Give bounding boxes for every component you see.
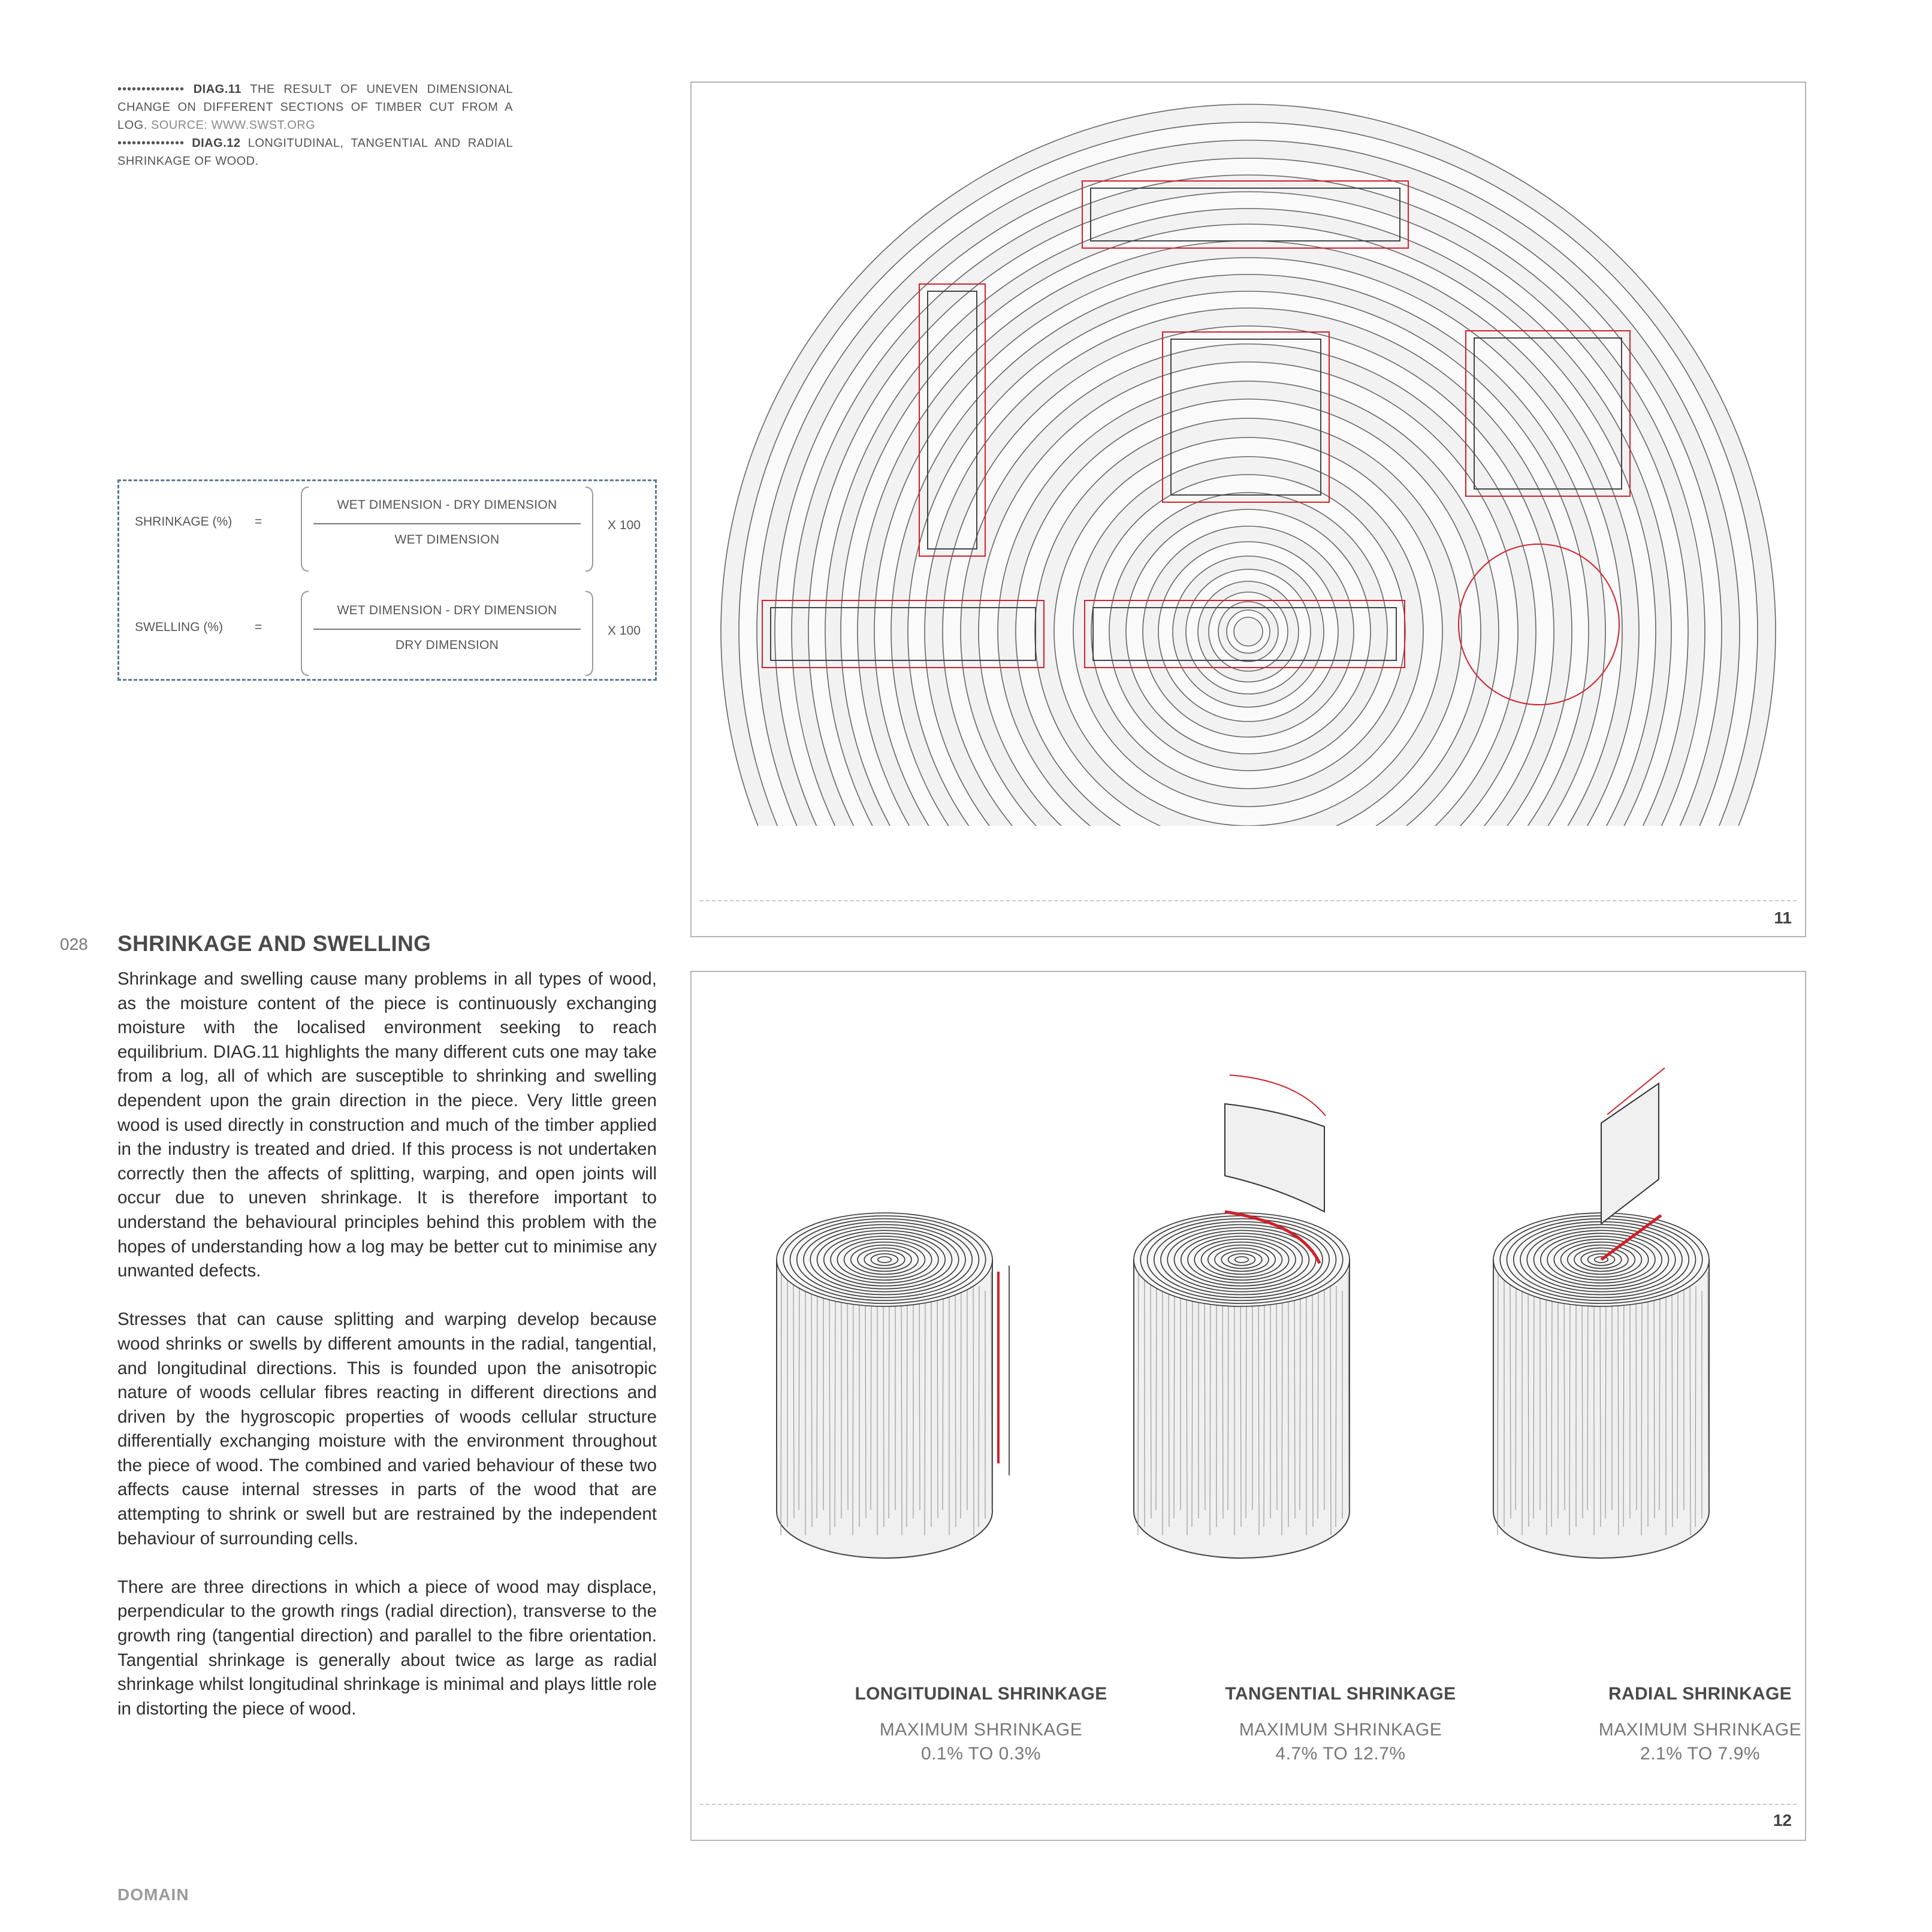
panel-divider	[700, 900, 1797, 901]
caption-source: SOURCE: WWW.SWST.ORG	[150, 119, 316, 132]
formula-shrinkage	[119, 485, 655, 575]
diagram-number: 11	[1774, 908, 1792, 927]
paragraph: Stresses that can cause splitting and warping develop because wood shrinks or swells by different amounts in the radial, tangential, and longitudinal directions. This is founded upon the anisotropic nature of woods cellular fibres reacting in different directions and driven by the hygroscopic properties of woods cellular structure differentially exchanging moisture with the environment throughout the piece of wood. The combined and varied behaviour of these two affects cause internal stresses in parts of the wood that are attempting to shrink or swell but are restrained by the independent behaviour of surrounding cells.	[117, 1309, 657, 1548]
formula-label: SHRINKAGE (%)	[135, 515, 233, 529]
formula-multiplier: X 100	[608, 518, 641, 532]
log-title: LONGITUDINAL SHRINKAGE	[855, 1684, 1107, 1704]
caption-text: THE RESULT OF UNEVEN DIMENSIONAL CHANGE ON DIFFERENT SECTIONS OF TIMBER CUT FROM A LOG.	[117, 83, 513, 132]
footer-section-label: DOMAIN	[117, 1885, 189, 1904]
bracket-icon	[299, 589, 595, 679]
caption-diag11	[117, 80, 513, 134]
formula-fraction	[299, 589, 595, 679]
fraction-line	[313, 629, 581, 630]
page-number: 028	[60, 935, 88, 953]
paragraph: There are three directions in which a piece of wood may displace, perpendicular to the growth rings (radial direction), transverse to the growth ring (tangential direction) and parallel to the fibre orientation. Tangential shrinkage is generally about twice as large as radial shrinkage whilst longitudinal shrinkage is minimal and plays little role in distorting the piece of wood.	[117, 1577, 657, 1719]
caption-diag12	[117, 134, 513, 170]
radial-sample	[1601, 1083, 1659, 1224]
body-text	[117, 967, 657, 1746]
formula-label: SWELLING (%)	[135, 620, 224, 634]
formula-equals: =	[255, 620, 262, 634]
fraction-line	[313, 523, 581, 524]
tangential-sample	[1225, 1104, 1324, 1212]
growth-ring	[1234, 617, 1263, 646]
caption-label: DIAG.11	[193, 83, 242, 96]
formula-denominator: DRY DIMENSION	[395, 638, 499, 652]
log-top-ring	[777, 1213, 992, 1306]
diagram-captions	[117, 80, 513, 170]
formula-denominator: WET DIMENSION	[394, 533, 500, 547]
log-title: TANGENTIAL SHRINKAGE	[1225, 1684, 1456, 1704]
page-title: SHRINKAGE AND SWELLING	[117, 931, 431, 956]
log-shrinkage-illustration	[692, 972, 1805, 1679]
formula-equals: =	[255, 515, 262, 529]
diagram-number: 12	[1773, 1811, 1792, 1830]
caption-label: DIAG.12	[192, 137, 241, 150]
caption-dots: ••••••••••••••	[117, 83, 185, 96]
caption-text: LONGITUDINAL, TANGENTIAL AND RADIAL SHRINKAGE OF WOOD.	[117, 137, 513, 168]
log-subtitle: MAXIMUM SHRINKAGE	[1598, 1720, 1802, 1740]
panel-divider	[700, 1804, 1797, 1805]
formula-multiplier: X 100	[608, 624, 641, 638]
formula-swelling	[119, 589, 655, 679]
formula-numerator: WET DIMENSION - DRY DIMENSION	[337, 498, 557, 512]
log-range: 4.7% TO 12.7%	[1275, 1744, 1406, 1764]
diagram-11-panel	[690, 81, 1806, 937]
formula-fraction	[299, 485, 595, 575]
log-cross-section-illustration	[692, 83, 1805, 826]
log-range: 0.1% TO 0.3%	[920, 1744, 1041, 1764]
caption-dots: ••••••••••••••	[117, 137, 185, 150]
diagram-12-panel	[690, 971, 1806, 1841]
log-title: RADIAL SHRINKAGE	[1608, 1684, 1792, 1704]
log-range: 2.1% TO 7.9%	[1640, 1744, 1760, 1764]
formula-box	[117, 479, 657, 681]
formula-numerator: WET DIMENSION - DRY DIMENSION	[337, 603, 557, 617]
log-subtitle: MAXIMUM SHRINKAGE	[1239, 1720, 1442, 1740]
log-subtitle: MAXIMUM SHRINKAGE	[879, 1720, 1083, 1740]
paragraph: Shrinkage and swelling cause many problems in all types of wood, as the moisture content of the piece is continuously exchanging moisture with the localised environment seeking to reach equilibrium. DIAG.11 highlights the many different cuts one may take from a log, all of which are susceptible to shrinking and swelling dependent upon the grain direction in the piece. Very little green wood is used directly in construction and much of the timber applied in the industry is treated and dried. If this process is not undertaken correctly then the affects of splitting, warping, and open joints will occur due to uneven shrinkage. It is therefore important to understand the behavioural principles behind this problem with the hopes of understanding how a log may be better cut to minimise any unwanted defects.	[117, 969, 657, 1281]
